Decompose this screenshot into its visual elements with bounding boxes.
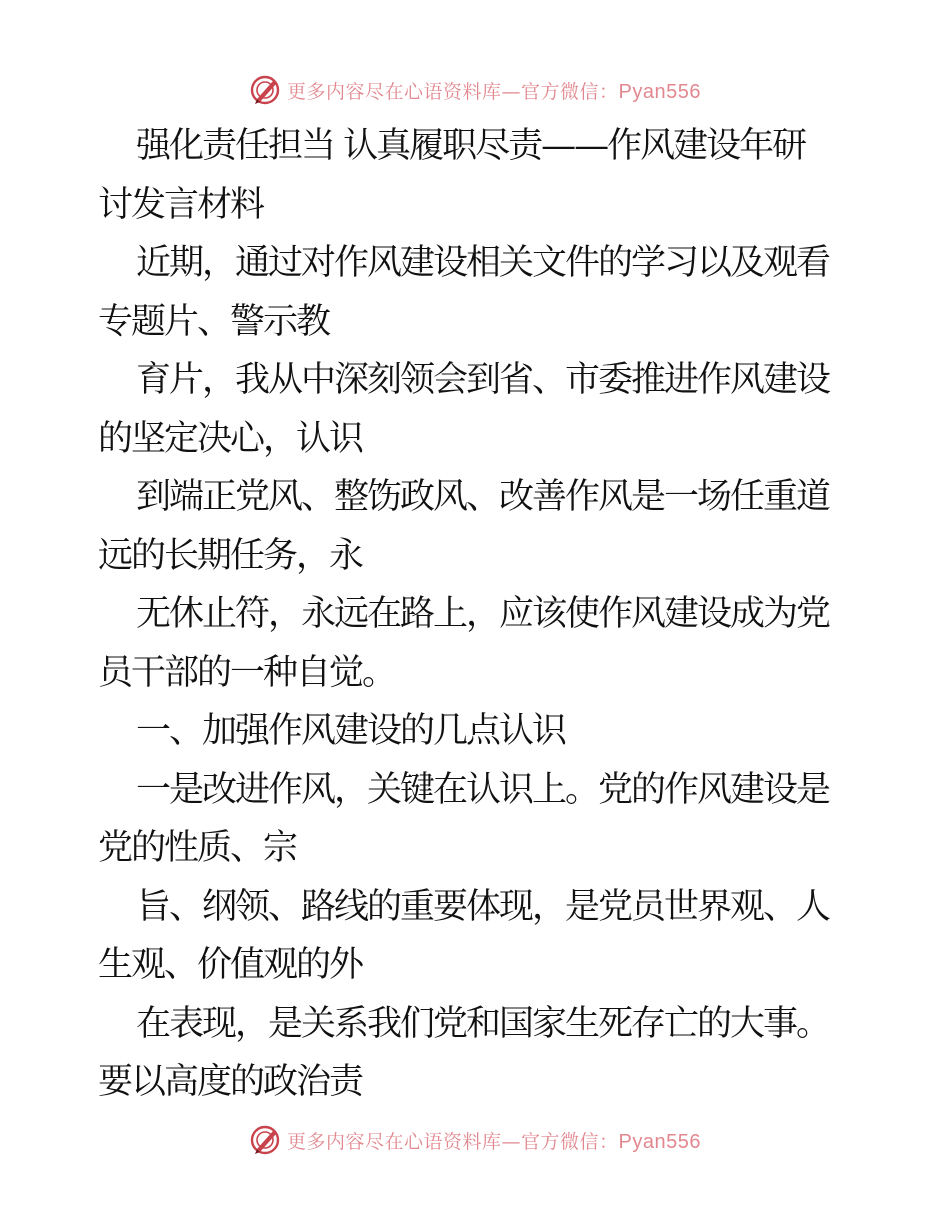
text-line	[98, 585, 858, 644]
text-line	[98, 1053, 858, 1112]
text-line	[98, 117, 858, 176]
pen-seal-icon	[249, 1124, 281, 1156]
text-line-content: 远的长期任务，永	[98, 535, 363, 576]
text-line	[98, 702, 858, 761]
header-watermark	[0, 72, 950, 108]
pen-seal-icon	[249, 74, 281, 106]
text-line-content: 员干部的一种自觉。	[98, 652, 396, 693]
text-line	[98, 995, 858, 1054]
text-line	[98, 761, 858, 820]
text-line-content: 专题片、警示教	[98, 301, 330, 342]
text-line-content: 党的性质、宗	[98, 828, 297, 868]
text-line-content: 育片，我从中深刻领会到省、市委推进作风建设	[136, 360, 830, 400]
text-line-content: 近期，通过对作风建设相关文件的学习以及观看	[136, 243, 830, 283]
footer-watermark	[0, 1122, 950, 1158]
text-line-content: 一、加强作风建设的几点认识	[136, 711, 566, 751]
text-line	[98, 527, 858, 586]
text-line	[98, 351, 858, 410]
text-line-content: 讨发言材料	[98, 184, 264, 225]
text-line-content: 在表现，是关系我们党和国家生死存亡的大事。	[136, 1003, 830, 1044]
text-line-content: 生观、价值观的外	[98, 945, 363, 985]
text-line-content: 一是改进作风，关键在认识上。党的作风建设是	[136, 769, 830, 810]
text-line	[98, 410, 858, 469]
text-line	[98, 936, 858, 995]
text-line	[98, 293, 858, 352]
text-line	[98, 819, 858, 878]
text-line-content: 无休止符，永远在路上，应该使作风建设成为党	[136, 594, 830, 634]
text-line-content: 到端正党风、整饬政风、改善作风是一场任重道	[136, 477, 830, 517]
text-line-content: 要以高度的政治责	[98, 1062, 363, 1102]
text-line	[98, 234, 858, 293]
text-line-content: 强化责任担当 认真履职尽责——作风建设年研	[136, 126, 806, 166]
watermark-text: 更多内容尽在心语资料库—官方微信：Pyan556	[287, 80, 701, 103]
text-line	[98, 176, 858, 235]
text-line	[98, 468, 858, 527]
text-line	[98, 878, 858, 937]
text-line	[98, 644, 858, 703]
text-line-content: 的坚定决心，认识	[98, 418, 363, 459]
watermark-text: 更多内容尽在心语资料库—官方微信：Pyan556	[287, 1130, 701, 1153]
document-body	[98, 117, 858, 1112]
text-line-content: 旨、纲领、路线的重要体现，是党员世界观、人	[136, 886, 830, 927]
